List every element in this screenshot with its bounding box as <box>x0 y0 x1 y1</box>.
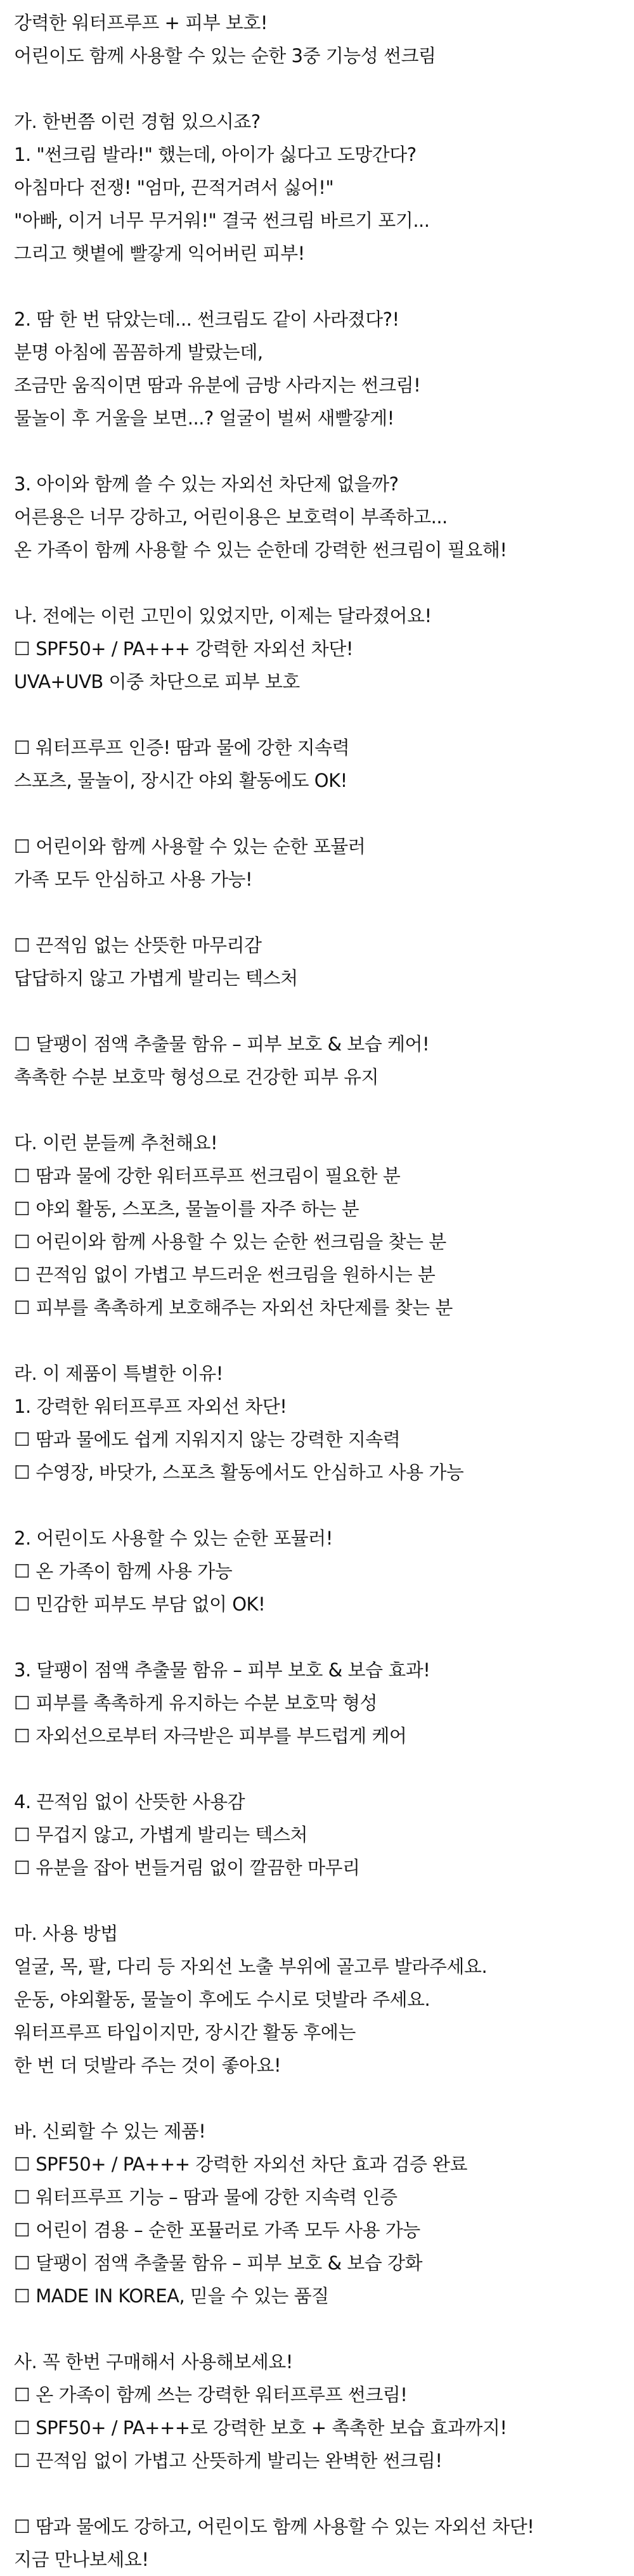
text-line: 1. 강력한 워터프루프 자외선 차단! <box>14 1396 287 1417</box>
text-line: 물놀이 후 거울을 보면...? 얼굴이 벌써 새빨갛게! <box>14 407 394 429</box>
text-line: 스포츠, 물놀이, 장시간 야외 활동에도 OK! <box>14 770 347 791</box>
blank-line <box>14 72 623 105</box>
text-line: ☐ 피부를 촉촉하게 유지하는 수분 보호막 형성 <box>14 1692 378 1714</box>
text-line: ☐ 어린이와 함께 사용할 수 있는 순한 포뮬러 <box>14 836 366 857</box>
blank-line <box>14 566 623 599</box>
text-line: 3. 달팽이 점액 추출물 함유 – 피부 보호 & 보습 효과! <box>14 1659 430 1681</box>
text-line: 지금 만나보세요! <box>14 2549 149 2570</box>
text-line: ☐ 워터프루프 기능 – 땀과 물에 강한 지속력 인증 <box>14 2186 398 2208</box>
text-line: "아빠, 이거 너무 무거워!" 결국 썬크림 바르기 포기... <box>14 210 430 231</box>
blank-line <box>14 270 623 303</box>
text-line: 얼굴, 목, 팔, 다리 등 자외선 노출 부위에 골고루 발라주세요. <box>14 1956 488 1977</box>
text-line: ☐ SPF50+ / PA+++ 강력한 자외선 차단 효과 검증 완료 <box>14 2153 468 2175</box>
blank-line <box>14 435 623 468</box>
text-line: 그리고 햇볕에 빨갛게 익어버린 피부! <box>14 243 305 264</box>
blank-line <box>14 2477 623 2510</box>
text-line: ☐ 유분을 잡아 번들거림 없이 깔끔한 마무리 <box>14 1857 360 1878</box>
text-line: ☐ 어린이 겸용 – 순한 포뮬러로 가족 모두 사용 가능 <box>14 2219 420 2241</box>
blank-line <box>14 896 623 929</box>
text-line: ☐ SPF50+ / PA+++로 강력한 보호 + 촉촉한 보습 효과까지! <box>14 2417 507 2439</box>
text-line: 3. 아이와 함께 쓸 수 있는 자외선 차단제 없을까? <box>14 473 399 495</box>
text-line: ☐ 피부를 촉촉하게 보호해주는 자외선 차단제를 찾는 분 <box>14 1297 453 1318</box>
text-line: 사. 꼭 한번 구매해서 사용해보세요! <box>14 2351 293 2373</box>
text-line: ☐ 끈적임 없는 산뜻한 마무리감 <box>14 934 262 956</box>
text-line: 가족 모두 안심하고 사용 가능! <box>14 869 253 890</box>
text-line: 어른용은 너무 강하고, 어린이용은 보호력이 부족하고... <box>14 506 448 528</box>
text-line: 4. 끈적임 없이 산뜻한 사용감 <box>14 1791 245 1813</box>
text-line: 바. 신뢰할 수 있는 제품! <box>14 2120 206 2142</box>
text-line: ☐ 달팽이 점액 추출물 함유 – 피부 보호 & 보습 케어! <box>14 1033 430 1055</box>
text-line: ☐ 땀과 물에 강한 워터프루프 썬크림이 필요한 분 <box>14 1165 401 1187</box>
text-line: ☐ MADE IN KOREA, 믿을 수 있는 품질 <box>14 2285 329 2307</box>
text-line: ☐ 민감한 피부도 부담 없이 OK! <box>14 1593 266 1615</box>
blank-line <box>14 1489 623 1522</box>
blank-line <box>14 1752 623 1785</box>
text-line: 다. 이런 분들께 추천해요! <box>14 1132 218 1154</box>
text-line: ☐ 워터프루프 인증! 땀과 물에 강한 지속력 <box>14 737 350 758</box>
blank-line <box>14 698 623 731</box>
text-line: 아침마다 전쟁! "엄마, 끈적거려서 싫어!" <box>14 177 334 198</box>
text-line: UVA+UVB 이중 차단으로 피부 보호 <box>14 671 300 692</box>
text-line: 1. "썬크림 발라!" 했는데, 아이가 싫다고 도망간다? <box>14 144 417 165</box>
text-line: 가. 한번쯤 이런 경험 있으시죠? <box>14 111 261 132</box>
blank-line <box>14 1094 623 1126</box>
text-line: 조금만 움직이면 땀과 유분에 금방 사라지는 썬크림! <box>14 374 421 396</box>
blank-line <box>14 1621 623 1654</box>
text-line: ☐ 땀과 물에도 쉽게 지워지지 않는 강력한 지속력 <box>14 1429 401 1450</box>
blank-line <box>14 797 623 830</box>
text-line: ☐ 야외 활동, 스포츠, 물놀이를 자주 하는 분 <box>14 1198 359 1220</box>
text-line: ☐ 어린이와 함께 사용할 수 있는 순한 썬크림을 찾는 분 <box>14 1231 446 1253</box>
text-line: 마. 사용 방법 <box>14 1923 118 1944</box>
text-line: ☐ 끈적임 없이 가볍고 부드러운 썬크림을 원하시는 분 <box>14 1264 436 1285</box>
blank-line <box>14 1884 623 1917</box>
text-line: ☐ 달팽이 점액 추출물 함유 – 피부 보호 & 보습 강화 <box>14 2252 423 2274</box>
blank-line <box>14 995 623 1028</box>
text-line: ☐ 끈적임 없이 가볍고 산뜻하게 발리는 완벽한 썬크림! <box>14 2450 443 2471</box>
text-line: ☐ SPF50+ / PA+++ 강력한 자외선 차단! <box>14 638 353 660</box>
text-line: 라. 이 제품이 특별한 이유! <box>14 1363 223 1384</box>
text-line: 답답하지 않고 가볍게 발리는 텍스처 <box>14 967 298 989</box>
text-line: 분명 아침에 꼼꼼하게 발랐는데, <box>14 341 263 363</box>
text-line: ☐ 땀과 물에도 강하고, 어린이도 함께 사용할 수 있는 자외선 차단! <box>14 2516 534 2537</box>
text-line: ☐ 무겁지 않고, 가볍게 발리는 텍스처 <box>14 1824 308 1846</box>
product-description-document <box>14 6 623 2576</box>
text-line: ☐ 수영장, 바닷가, 스포츠 활동에서도 안심하고 사용 가능 <box>14 1462 464 1483</box>
text-line: 워터프루프 타입이지만, 장시간 활동 후에는 <box>14 2022 356 2043</box>
text-line: 어린이도 함께 사용할 수 있는 순한 3중 기능성 썬크림 <box>14 45 436 67</box>
text-line: 2. 땀 한 번 닦았는데... 썬크림도 같이 사라졌다?! <box>14 309 399 330</box>
text-line: 나. 전에는 이런 고민이 있었지만, 이제는 달라졌어요! <box>14 605 432 627</box>
text-line: ☐ 온 가족이 함께 사용 가능 <box>14 1560 233 1582</box>
blank-line <box>14 2082 623 2115</box>
text-line: 운동, 야외활동, 물놀이 후에도 수시로 덧발라 주세요. <box>14 1989 430 2010</box>
text-line: 2. 어린이도 사용할 수 있는 순한 포뮬러! <box>14 1527 333 1549</box>
blank-line <box>14 2312 623 2345</box>
text-line: ☐ 자외선으로부터 자극받은 피부를 부드럽게 케어 <box>14 1725 407 1747</box>
text-line: 온 가족이 함께 사용할 수 있는 순한데 강력한 썬크림이 필요해! <box>14 539 507 561</box>
text-line: 한 번 더 덧발라 주는 것이 좋아요! <box>14 2055 281 2076</box>
text-line: 촉촉한 수분 보호막 형성으로 건강한 피부 유지 <box>14 1066 379 1088</box>
text-line: ☐ 온 가족이 함께 쓰는 강력한 워터프루프 썬크림! <box>14 2384 408 2406</box>
text-line: 강력한 워터프루프 + 피부 보호! <box>14 12 268 34</box>
blank-line <box>14 1324 623 1357</box>
